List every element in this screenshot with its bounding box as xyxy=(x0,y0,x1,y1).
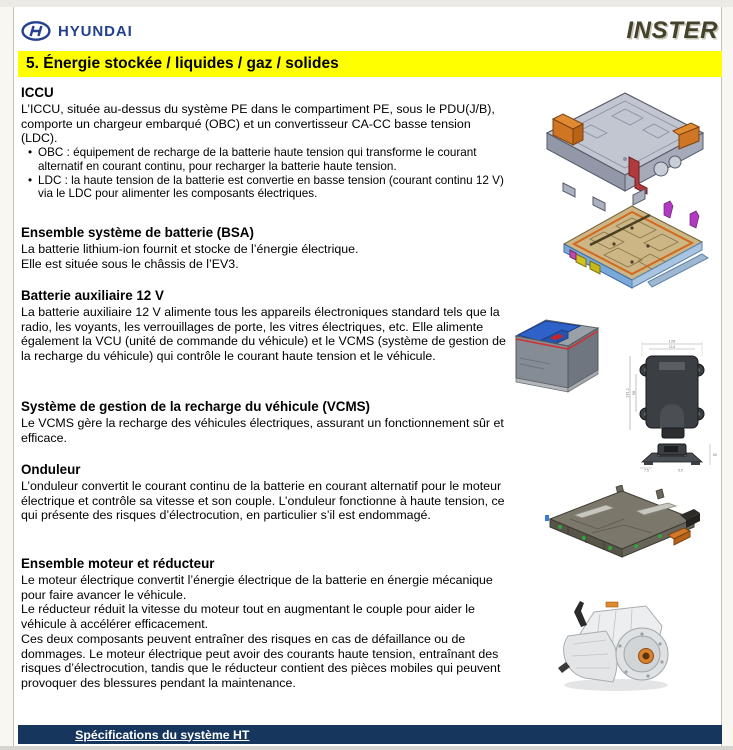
bsa-line-2: Elle est située sous le châssis de l’EV3. xyxy=(21,256,239,271)
vcms-dimension-drawing xyxy=(622,336,722,472)
page-title: 5. Énergie stockée / liquides / gaz / solides xyxy=(26,55,339,72)
vcms-body: Le VCMS gère la recharge des véhicules électriques, assurant un fonctionnement sûr et efficace. xyxy=(21,416,504,445)
section-motor-reducer xyxy=(21,555,510,691)
aux-battery-heading: Batterie auxiliaire 12 V xyxy=(21,288,164,303)
inverter-heading: Onduleur xyxy=(21,462,81,477)
bsa-heading: Ensemble système de batterie (BSA) xyxy=(21,225,254,240)
inverter-3d-image xyxy=(540,485,705,563)
hyundai-logo xyxy=(21,21,133,41)
aux-battery-body: La batterie auxiliaire 12 V alimente tous les appareils électroniques standard tels que la radio, les voyants, les verrouillages de porte, les vitres électriques, etc. Elle alimente également la VCU (unité de commande du véhicule) et le VCMS (système de gestion de la recharge du véhicule) qui contrôle le courant haute tension et le véhicule. xyxy=(21,305,506,364)
spec-table-header-label: Spécifications du système HT xyxy=(75,727,250,742)
list-item xyxy=(21,174,510,201)
iccu-heading: ICCU xyxy=(21,85,54,100)
motor-paragraph-1: Le moteur électrique convertit l’énergie électrique de la batterie en énergie mécanique pour faire avancer le véhicule. xyxy=(21,573,493,602)
section-bsa xyxy=(21,224,510,271)
bullet-icon xyxy=(21,174,38,201)
model-wordmark: INSTER xyxy=(626,17,718,44)
12v-battery-3d-image xyxy=(506,308,604,394)
inverter-body: L’onduleur convertit le courant continu de la batterie en courant alternatif pour le moteur électrique et contrôle sa vitesse et son couple. L’onduleur fonctionne à haute tension, ce qui présente des risques d’électrocution, en particulier s’il est endommagé. xyxy=(21,479,505,523)
dim-height-outer: 131.1 xyxy=(624,387,630,399)
dim-side-height: 60 xyxy=(713,453,717,457)
section-title-banner xyxy=(18,51,722,77)
dim-width-outer: 128 xyxy=(668,338,676,344)
iccu-intro: L’ICCU, située au-dessus du système PE dans le compartiment PE, sous le PDU(J/B), comporte un chargeur embarqué (OBC) et un convertisseur CA-CC basse tension (LDC). xyxy=(21,102,495,146)
section-vcms xyxy=(21,398,510,445)
section-iccu xyxy=(21,84,510,201)
motor-heading: Ensemble moteur et réducteur xyxy=(21,556,215,571)
dim-side-stub: 5.5 xyxy=(678,468,683,472)
viewer-left-margin xyxy=(0,7,14,746)
inverter-figure xyxy=(540,485,705,563)
hyundai-oval-h-icon xyxy=(21,21,51,41)
bullet-icon xyxy=(21,146,38,173)
motor-paragraph-2: Le réducteur réduit la vitesse du moteur tout en augmentant le couple pour aider le véhicule à accélérer efficacement. xyxy=(21,602,475,632)
iccu-bullet-obc: OBC : équipement de recharge de la batterie haute tension qui transforme le courant alternatif en courant continu, pour recharger la batterie haute tension. xyxy=(38,146,477,173)
list-item xyxy=(21,146,510,173)
battery-pack-3d-image xyxy=(552,200,712,292)
vcms-figure xyxy=(622,336,722,472)
dim-height-inner: 58 xyxy=(630,390,636,396)
motor-reducer-figure xyxy=(550,596,682,694)
bsa-line-1: La batterie lithium-ion fournit et stocke de l’énergie électrique. xyxy=(21,242,359,256)
vcms-heading: Système de gestion de la recharge du véhicule (VCMS) xyxy=(21,399,371,414)
section-aux-battery xyxy=(21,287,510,364)
viewer-bottom-margin xyxy=(0,746,733,750)
motor-paragraph-3: Ces deux composants peuvent entraîner des risques en cas de défaillance ou de dommages. Le moteur électrique peut avoir des courants haute tension, entraînant des risques d’électrocution, tandis que le réducteur contient des pièces mobiles qui peuvent provoquer des blessures pendant la maintenance. xyxy=(21,631,501,690)
spec-table-header-banner xyxy=(18,725,722,744)
iccu-bullet-list xyxy=(21,146,510,201)
section-inverter xyxy=(21,461,510,523)
bsa-figure xyxy=(552,200,712,292)
viewer-top-margin xyxy=(0,0,733,7)
dim-width-inner: 114 xyxy=(668,343,676,349)
viewer-right-margin xyxy=(721,7,733,746)
brand-wordmark: HYUNDAI xyxy=(58,22,133,40)
dim-side-foot: 7.5 xyxy=(644,468,649,472)
iccu-bullet-ldc: LDC : la haute tension de la batterie est convertie en basse tension (courant continu 12 V) via le LDC pour alimenter les composants électriques. xyxy=(38,173,504,201)
aux-battery-figure xyxy=(506,308,604,394)
motor-reducer-3d-image xyxy=(550,596,682,694)
